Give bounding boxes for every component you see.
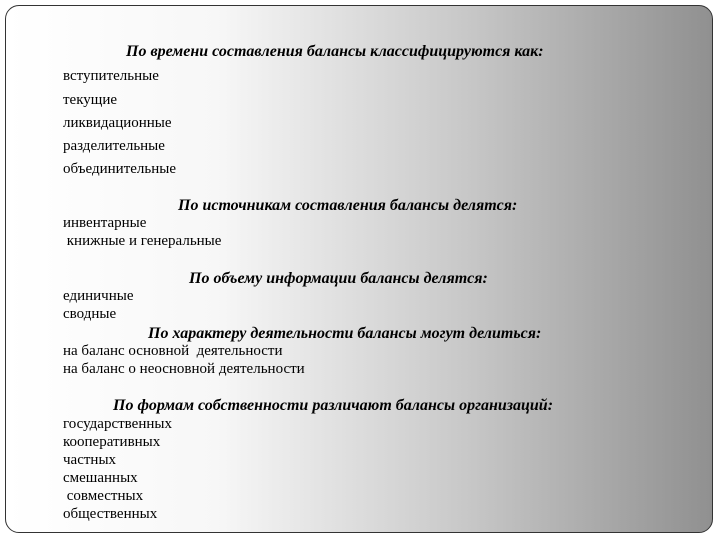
list-item: сводные (63, 306, 117, 322)
list-item: частных (63, 452, 117, 468)
list-item: ликвидационные (63, 115, 172, 131)
slide (5, 5, 713, 533)
list-item: разделительные (63, 138, 165, 154)
section-heading: По времени составления балансы классифицируются как: (126, 43, 544, 60)
section-heading: По формам собственности различают балансы организаций: (113, 397, 554, 414)
list-item: единичные (63, 288, 134, 304)
list-item: общественных (63, 506, 158, 522)
list-item: совместных (63, 488, 144, 504)
list-item: на баланс основной деятельности (63, 343, 283, 359)
list-item: на баланс о неосновной деятельности (63, 361, 305, 377)
list-item: смешанных (63, 470, 138, 486)
section-heading: По характеру деятельности балансы могут делиться: (148, 325, 542, 342)
list-item: вступительные (63, 68, 159, 84)
list-item: текущие (63, 92, 118, 108)
list-item: государственных (63, 416, 172, 432)
section-heading: По объему информации балансы делятся: (189, 270, 488, 287)
list-item: кооперативных (63, 434, 161, 450)
list-item: инвентарные (63, 215, 147, 231)
list-item: книжные и генеральные (63, 233, 222, 249)
section-heading: По источникам составления балансы делятся: (178, 197, 518, 214)
list-item: объединительные (63, 161, 176, 177)
